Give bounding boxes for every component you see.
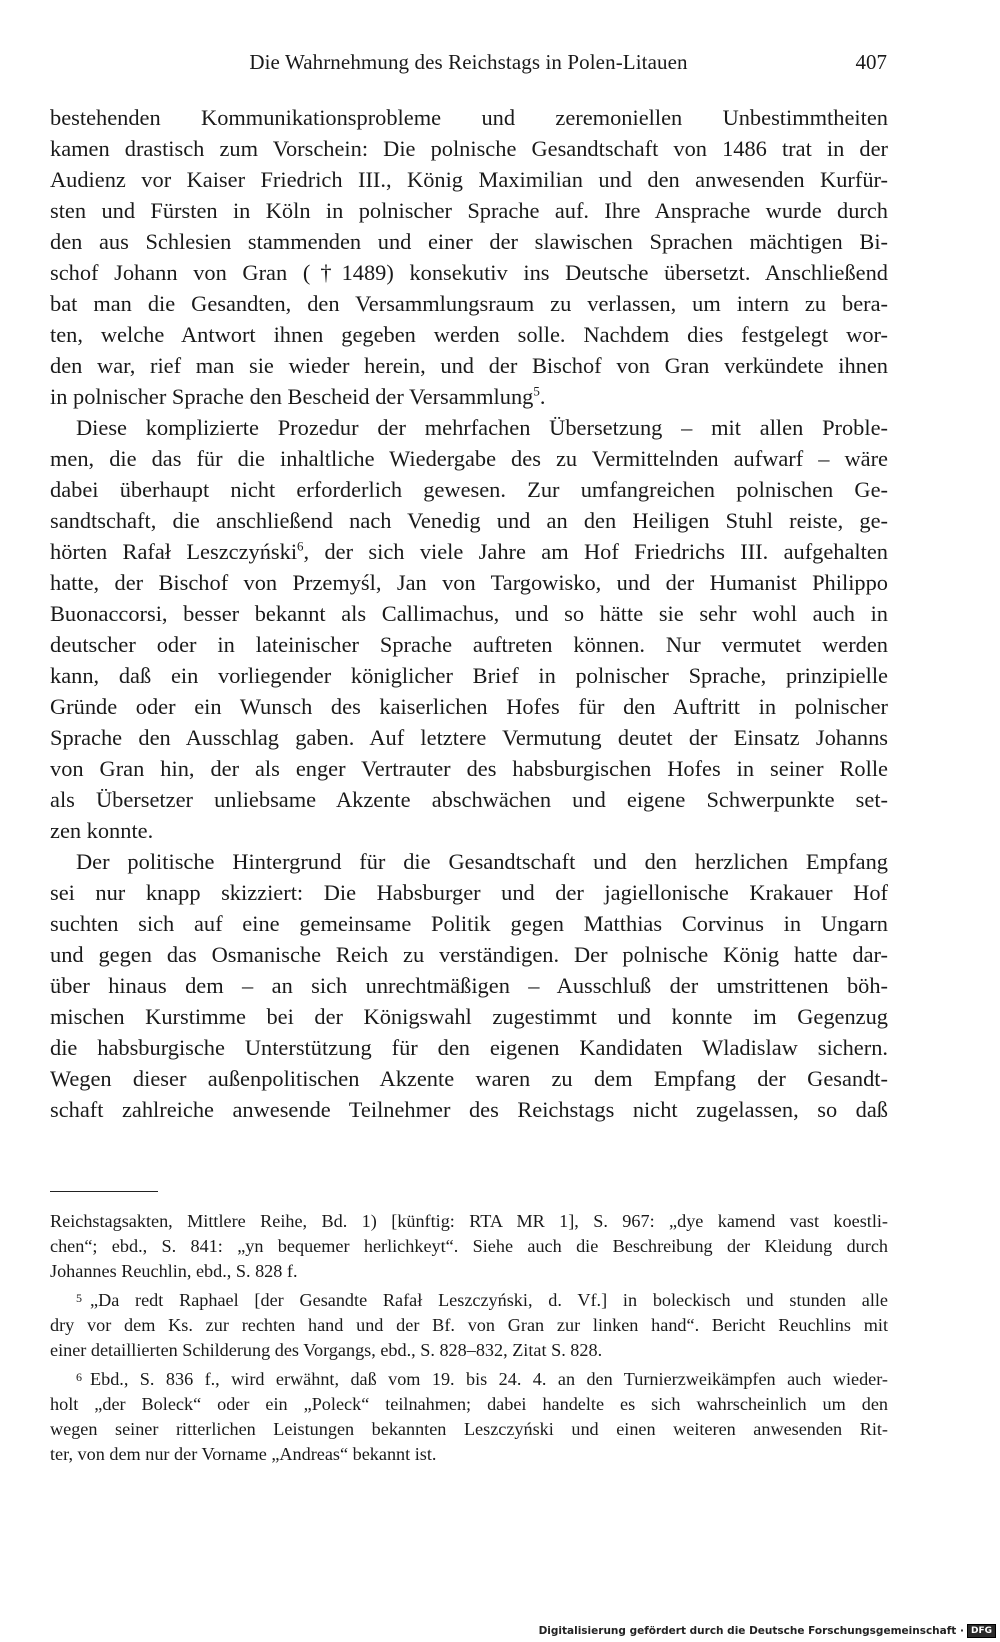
text-line: den war, rief man sie wieder herein, und der Bischof von Gran verkündete ihnen [50, 353, 888, 378]
paragraph-start: Der politische Hintergrund für die Gesandtschaft und den herzlichen Empfang [76, 849, 888, 874]
text-line: sei nur knapp skizziert: Die Habsburger und der jagiellonische Krakauer Hof [50, 880, 888, 905]
text-line: Gründe oder ein Wunsch des kaiserlichen Hofes für den Auftritt in polnischer [50, 694, 888, 719]
text-line: den aus Schlesien stammenden und einer der slawischen Sprachen mächtigen Bi- [50, 229, 888, 254]
footnote-reference-5[interactable]: 5 [533, 383, 540, 399]
text-line: sten und Fürsten in Köln in polnischer Sprache auf. Ihre Ansprache wurde durch [50, 198, 888, 223]
text-line: über hinaus dem – an sich unrechtmäßigen – Ausschluß der umstrittenen böh- [50, 973, 888, 998]
text-line: zen konnte. [50, 818, 154, 843]
text-segment: in polnischer Sprache den Bescheid der Versammlung [50, 384, 534, 409]
text-line: Sprache den Ausschlag gaben. Auf letztere Vermutung deutet der Einsatz Johanns [50, 725, 888, 750]
text-line: und gegen das Osmanische Reich zu verständigen. Der polnische König hatte dar- [50, 942, 888, 967]
footnote-line: einer detaillierten Schilderung des Vorgangs, ebd., S. 828–832, Zitat S. 828. [50, 1340, 603, 1360]
text-line: schaft zahlreiche anwesende Teilnehmer des Reichstags nicht zugelassen, so daß [50, 1097, 888, 1122]
footnote-mark: 5 [76, 1291, 82, 1305]
footnote-mark: 6 [76, 1370, 82, 1384]
text-line: als Übersetzer unliebsame Akzente abschwächen und eigene Schwerpunkte set- [50, 787, 888, 812]
text-line: suchten sich auf eine gemeinsame Politik gegen Matthias Corvinus in Ungarn [50, 911, 888, 936]
text-line: von Gran hin, der als enger Vertrauter des habsburgischen Hofes in seiner Rolle [50, 756, 888, 781]
footnotes [50, 1209, 888, 1467]
text-line: men, die das für die inhaltliche Wiedergabe des zu Vermittelnden aufwarf – wäre [50, 446, 888, 471]
footnote-line: Reichstagsakten, Mittlere Reihe, Bd. 1) [künftig: RTA MR 1], S. 967: „dye kamend vast koestli- [50, 1211, 888, 1231]
footnote-line: wegen seiner ritterlichen Leistungen bekannten Leszczyński und einen weiteren anwesenden Rit- [50, 1419, 888, 1439]
text-line: ten, welche Antwort ihnen gegeben werden solle. Nachdem dies festgelegt wor- [50, 322, 888, 347]
text-line: dabei überhaupt nicht erforderlich gewesen. Zur umfangreichen polnischen Ge- [50, 477, 888, 502]
text-line: bat man die Gesandten, den Versammlungsraum zu verlassen, um intern zu bera- [50, 291, 888, 316]
paragraph-start: Diese komplizierte Prozedur der mehrfachen Übersetzung – mit allen Proble- [76, 415, 888, 440]
text-line: sandtschaft, die anschließend nach Venedig und an den Heiligen Stuhl reiste, ge- [50, 508, 888, 533]
credit-text: Digitalisierung gefördert durch die Deutsche Forschungsgemeinschaft · [538, 1625, 964, 1637]
text-line: kann, daß ein vorliegender königlicher Brief in polnischer Sprache, prinzipielle [50, 663, 888, 688]
footnote-line: holt „der Boleck“ oder ein „Poleck“ teilnahmen; dabei handelte es sich wahrscheinlich um den [50, 1394, 888, 1414]
text-line [50, 381, 888, 412]
text-segment: . [539, 384, 546, 409]
footnote-line: Johannes Reuchlin, ebd., S. 828 f. [50, 1261, 298, 1281]
footnote-5 [50, 1288, 888, 1313]
page-number: 407 [855, 50, 887, 74]
text-line: bestehenden Kommunikationsprobleme und zeremoniellen Unbestimmtheiten [50, 105, 888, 130]
text-line: schof Johann von Gran (†1489) konsekutiv ins Deutsche übersetzt. Anschließend [50, 260, 888, 285]
footnote-reference-6[interactable]: 6 [297, 538, 304, 554]
text-segment: , der sich viele Jahre am Hof Friedrichs III. aufgehalten [303, 539, 888, 564]
text-line [50, 536, 888, 567]
text-line: kamen drastisch zum Vorschein: Die polnische Gesandtschaft von 1486 trat in der [50, 136, 888, 161]
text-line: hatte, der Bischof von Przemyśl, Jan von Targowisko, und der Humanist Philippo [50, 570, 888, 595]
digitization-credit [539, 1624, 996, 1638]
text-segment: hörten Rafał Leszczyński [50, 539, 298, 564]
footnote-line: chen“; ebd., S. 841: „yn bequemer herlichkeyt“. Siehe auch die Beschreibung der Kleidung durch [50, 1236, 888, 1256]
main-text [50, 102, 888, 1125]
running-header [50, 50, 887, 78]
footnote-6 [50, 1367, 888, 1392]
footnote-text: „Da redt Raphael [der Gesandte Rafał Leszczyński, d. Vf.] in boleckisch und stunden alle [90, 1290, 888, 1310]
footnote-separator [50, 1191, 158, 1192]
footnote-line: ter, von dem nur der Vorname „Andreas“ bekannt ist. [50, 1444, 437, 1464]
text-line: Buonaccorsi, besser bekannt als Callimachus, und so hätte sie sehr wohl auch in [50, 601, 888, 626]
text-line: die habsburgische Unterstützung für den eigenen Kandidaten Wladislaw sichern. [50, 1035, 888, 1060]
dfg-logo: DFG [967, 1624, 996, 1638]
text-line: Audienz vor Kaiser Friedrich III., König Maximilian und den anwesenden Kurfür- [50, 167, 888, 192]
footnote-line: dry vor dem Ks. zur rechten hand und der Bf. von Gran zur linken hand“. Bericht Reuchlins mit [50, 1315, 888, 1335]
footnote-text: Ebd., S. 836 f., wird erwähnt, daß vom 19. bis 24. 4. an den Turnierzweikämpfen auch wieder- [90, 1369, 888, 1389]
running-title: Die Wahrnehmung des Reichstags in Polen-Litauen [249, 50, 688, 74]
text-line: mischen Kurstimme bei der Königswahl zugestimmt und konnte im Gegenzug [50, 1004, 888, 1029]
text-line: Wegen dieser außenpolitischen Akzente waren zu dem Empfang der Gesandt- [50, 1066, 888, 1091]
text-line: deutscher oder in lateinischer Sprache auftreten können. Nur vermutet werden [50, 632, 888, 657]
